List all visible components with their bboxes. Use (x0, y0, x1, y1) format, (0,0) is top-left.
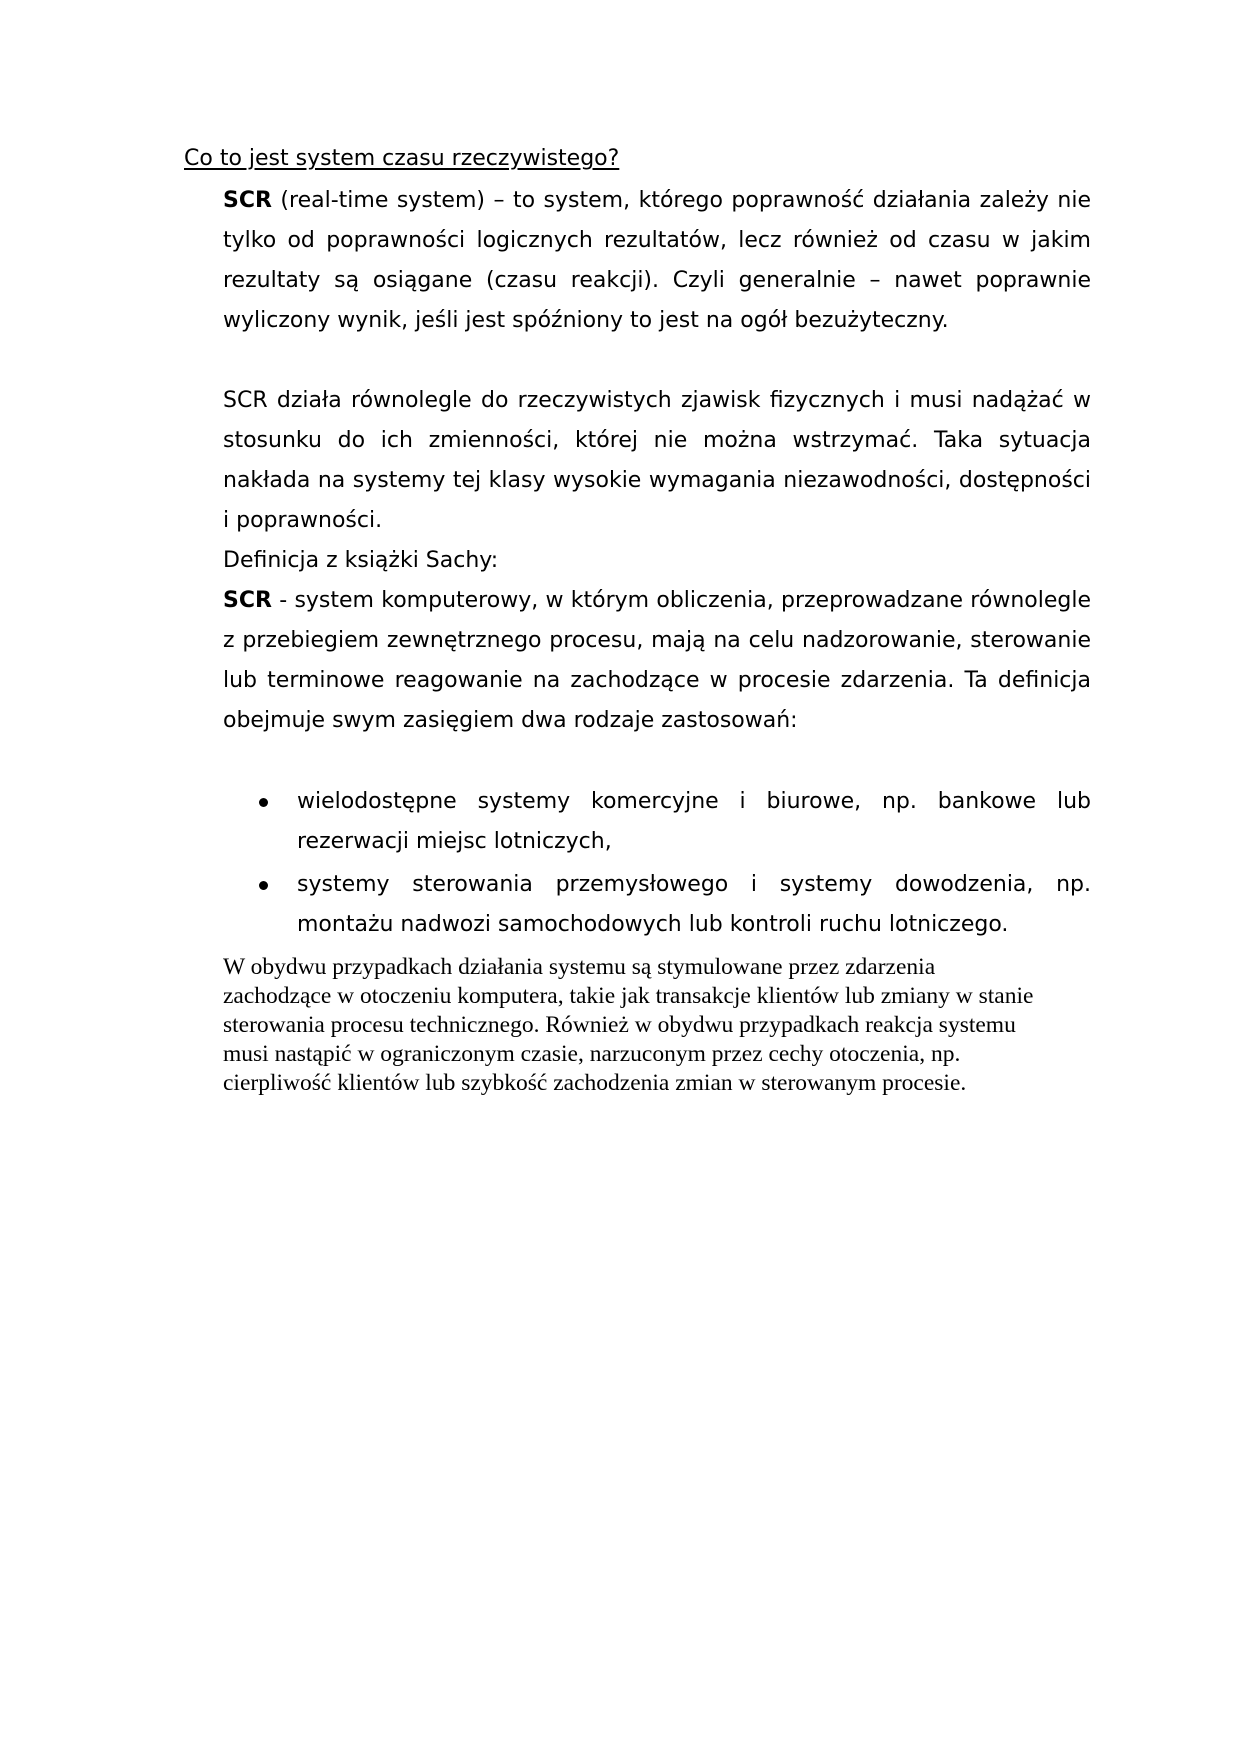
paragraph-serif-quote (223, 953, 1093, 1098)
paragraph-sacha-definition (223, 581, 1091, 741)
scr-term: SCR (223, 188, 272, 213)
serif-line: W obydwu przypadkach działania systemu są stymulowane przez zdarzenia (223, 954, 936, 980)
serif-line: zachodzące w otoczeniu komputera, takie jak transakcje klientów lub zmiany w stanie (223, 983, 1034, 1009)
bullet-icon (259, 798, 268, 807)
list-item-text: systemy sterowania przemysłowego i systemy dowodzenia, np. montażu nadwozi samochodowych lub kontroli ruchu lotniczego. (297, 872, 1091, 937)
serif-line: musi nastąpić w ograniczonym czasie, narzuconym przez cechy otoczenia, np. (223, 1041, 961, 1067)
paragraph-source: Definicja z książki Sachy: (223, 548, 499, 573)
list-item-text: wielodostępne systemy komercyjne i biurowe, np. bankowe lub rezerwacji miejsc lotniczych, (297, 789, 1091, 854)
serif-line: sterowania procesu technicznego. Również w obydwu przypadkach reakcja systemu (223, 1012, 1016, 1038)
paragraph-definition-text: (real-time system) – to system, którego poprawność działania zależy nie tylko od poprawności logicznych rezultatów, lecz również od czasu w jakim rezultaty są osiągane (czasu reakcji). Czyli generalnie – nawet poprawnie wyliczony wynik, jeśli jest spóźniony to jest na ogół bezużyteczny. (223, 188, 1091, 333)
serif-line: cierpliwość klientów lub szybkość zachodzenia zmian w sterowanym procesie. (223, 1070, 967, 1096)
scr-term-2: SCR (223, 588, 272, 613)
list-item (223, 782, 1091, 862)
paragraph-sacha-definition-text: - system komputerowy, w którym obliczenia, przeprowadzane równolegle z przebiegiem zewnętrznego procesu, mają na celu nadzorowanie, sterowanie lub terminowe reagowanie na zachodzące w procesie zdarzenia. Ta definicja obejmuje swym zasięgiem dwa rodzaje zastosowań: (223, 588, 1091, 733)
bullet-icon (259, 881, 268, 890)
document-heading: Co to jest system czasu rzeczywistego? (184, 146, 620, 171)
paragraph-definition (223, 181, 1091, 341)
paragraph-parallel: SCR działa równolegle do rzeczywistych zjawisk fizycznych i musi nadążać w stosunku do ich zmienności, której nie można wstrzymać. Taka sytuacja nakłada na systemy tej klasy wysokie wymagania niezawodności, dostępności i poprawności. (223, 388, 1091, 533)
applications-list (223, 782, 1091, 948)
list-item (223, 865, 1091, 945)
